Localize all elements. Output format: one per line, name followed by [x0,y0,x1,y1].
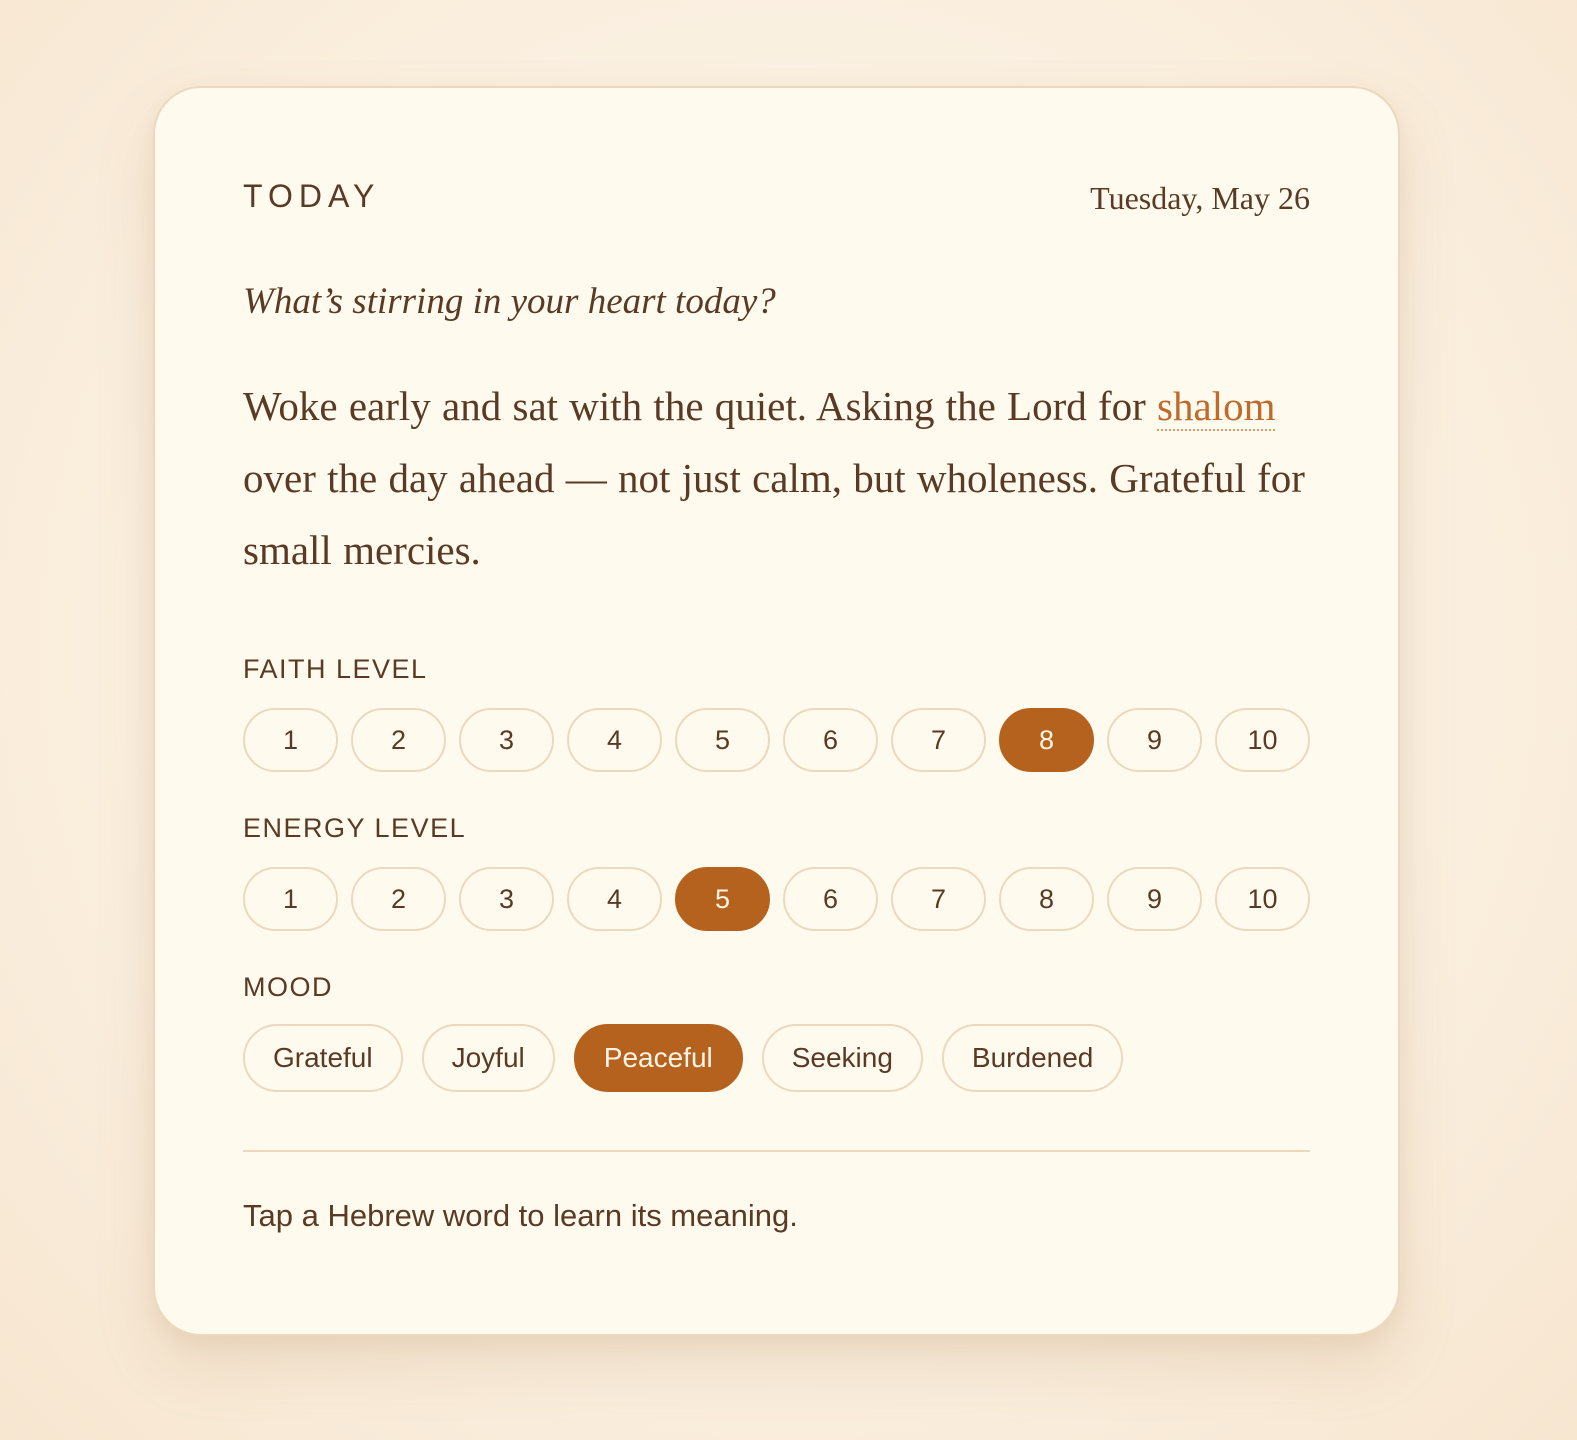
energy-level-label: ENERGY LEVEL [243,813,467,843]
energy-level-option[interactable]: 7 [891,867,986,931]
mood-options [243,1024,1123,1092]
energy-level-option[interactable]: 1 [243,867,338,931]
energy-level-option[interactable]: 5 [675,867,770,931]
entry-text-before: Woke early and sat with the quiet. Asking the Lord for [243,383,1158,429]
mood-chip-peaceful[interactable]: Peaceful [574,1024,743,1092]
card-header [243,178,1310,222]
faith-level-option[interactable]: 8 [999,708,1094,772]
energy-level-option[interactable]: 10 [1215,867,1310,931]
journal-entry-text[interactable] [243,370,1310,586]
faith-level-option[interactable]: 7 [891,708,986,772]
mood-chip-burdened[interactable]: Burdened [942,1024,1123,1092]
faith-level-option[interactable]: 10 [1215,708,1310,772]
journal-card [153,86,1400,1336]
mood-chip-joyful[interactable]: Joyful [422,1024,555,1092]
faith-level-option[interactable]: 9 [1107,708,1202,772]
faith-level-option[interactable]: 3 [459,708,554,772]
faith-level-option[interactable]: 5 [675,708,770,772]
energy-level-option[interactable]: 4 [567,867,662,931]
mood-chip-grateful[interactable]: Grateful [243,1024,403,1092]
hebrew-word-link[interactable]: shalom [1157,383,1276,429]
faith-level-option[interactable]: 6 [783,708,878,772]
faith-level-option[interactable]: 4 [567,708,662,772]
divider [243,1150,1310,1152]
energy-level-option[interactable]: 6 [783,867,878,931]
journal-prompt: What’s stirring in your heart today? [243,281,776,322]
energy-level-scale [243,867,1310,933]
faith-level-option[interactable]: 2 [351,708,446,772]
faith-level-option[interactable]: 1 [243,708,338,772]
faith-level-label: FAITH LEVEL [243,654,428,684]
mood-label: MOOD [243,972,333,1002]
energy-level-option[interactable]: 9 [1107,867,1202,931]
mood-chip-seeking[interactable]: Seeking [762,1024,923,1092]
section-title: TODAY [243,178,381,214]
card-content [243,88,1310,1334]
hebrew-hint-text: Tap a Hebrew word to learn its meaning. [243,1198,798,1233]
entry-date: Tuesday, May 26 [1090,180,1310,216]
entry-text-after: over the day ahead — not just calm, but wholeness. Grateful for small mercies. [243,455,1305,573]
faith-level-scale [243,708,1310,774]
energy-level-option[interactable]: 2 [351,867,446,931]
energy-level-option[interactable]: 3 [459,867,554,931]
energy-level-option[interactable]: 8 [999,867,1094,931]
